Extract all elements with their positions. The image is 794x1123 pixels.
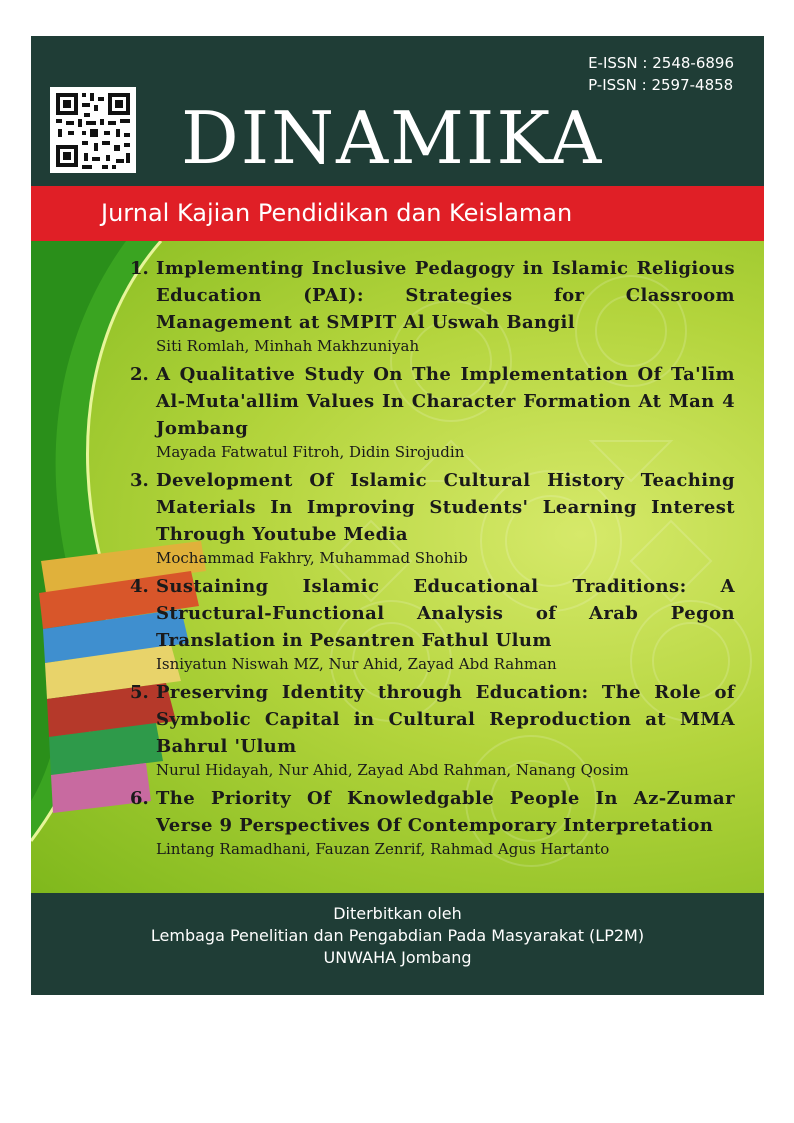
article-authors: Mayada Fatwatul Fitroh, Didin Sirojudin	[156, 443, 465, 461]
publisher-name: Lembaga Penelitian dan Pengabdian Pada Masyarakat (LP2M)	[150, 926, 645, 945]
eissn-text: E-ISSN : 2548-6896	[588, 54, 734, 72]
cover-header	[31, 36, 764, 186]
article-authors: Isniyatun Niswah MZ, Nur Ahid, Zayad Abd Rahman	[156, 655, 557, 673]
publisher-university: UNWAHA Jombang	[323, 948, 472, 967]
pissn-text: P-ISSN : 2597-4858	[588, 76, 734, 94]
publisher-intro: Diterbitkan oleh	[333, 904, 462, 923]
article-number: 6.	[130, 788, 149, 809]
article-authors: Mochammad Fakhry, Muhammad Shohib	[156, 549, 468, 567]
article-item-1[interactable]	[130, 255, 735, 357]
journal-subtitle: Jurnal Kajian Pendidikan dan Keislaman	[101, 199, 573, 227]
article-number: 3.	[130, 470, 149, 491]
article-title: Development Of Islamic Cultural History Teaching Materials In Improving Students' Learning Interest Through Youtube Media	[156, 470, 735, 545]
journal-cover	[31, 36, 764, 995]
qr-code-icon	[50, 87, 136, 173]
article-item-5[interactable]	[130, 679, 735, 781]
article-number: 4.	[130, 576, 149, 597]
article-authors: Lintang Ramadhani, Fauzan Zenrif, Rahmad Agus Hartanto	[156, 840, 610, 858]
subtitle-band	[31, 186, 764, 241]
article-title: The Priority Of Knowledgable People In Az-Zumar Verse 9 Perspectives Of Contemporary Interpretation	[156, 788, 735, 836]
article-title: Sustaining Islamic Educational Traditions: A Structural-Functional Analysis of Arab Pegon Translation in Pesantren Fathul Ulum	[156, 576, 735, 651]
article-title: A Qualitative Study On The Implementation Of Ta'līm Al-Muta'allim Values In Character Formation At Man 4 Jombang	[156, 364, 735, 439]
article-number: 2.	[130, 364, 149, 385]
article-title: Preserving Identity through Education: The Role of Symbolic Capital in Cultural Reproduction at MMA Bahrul 'Ulum	[156, 682, 735, 757]
article-list	[130, 255, 735, 864]
article-title: Implementing Inclusive Pedagogy in Islamic Religious Education (PAI): Strategies for Classroom Management at SMPIT Al Uswah Bangil	[156, 258, 735, 333]
article-item-4[interactable]	[130, 573, 735, 675]
article-number: 1.	[130, 258, 149, 279]
article-item-6[interactable]	[130, 785, 735, 860]
article-authors: Nurul Hidayah, Nur Ahid, Zayad Abd Rahman, Nanang Qosim	[156, 761, 629, 779]
contents-panel	[31, 241, 764, 893]
article-item-2[interactable]	[130, 361, 735, 463]
article-number: 5.	[130, 682, 149, 703]
article-authors: Siti Romlah, Minhah Makhzuniyah	[156, 337, 420, 355]
article-item-3[interactable]	[130, 467, 735, 569]
issn-block	[588, 52, 734, 96]
publisher-footer	[31, 893, 764, 995]
journal-title: DINAMIKA	[181, 96, 604, 180]
